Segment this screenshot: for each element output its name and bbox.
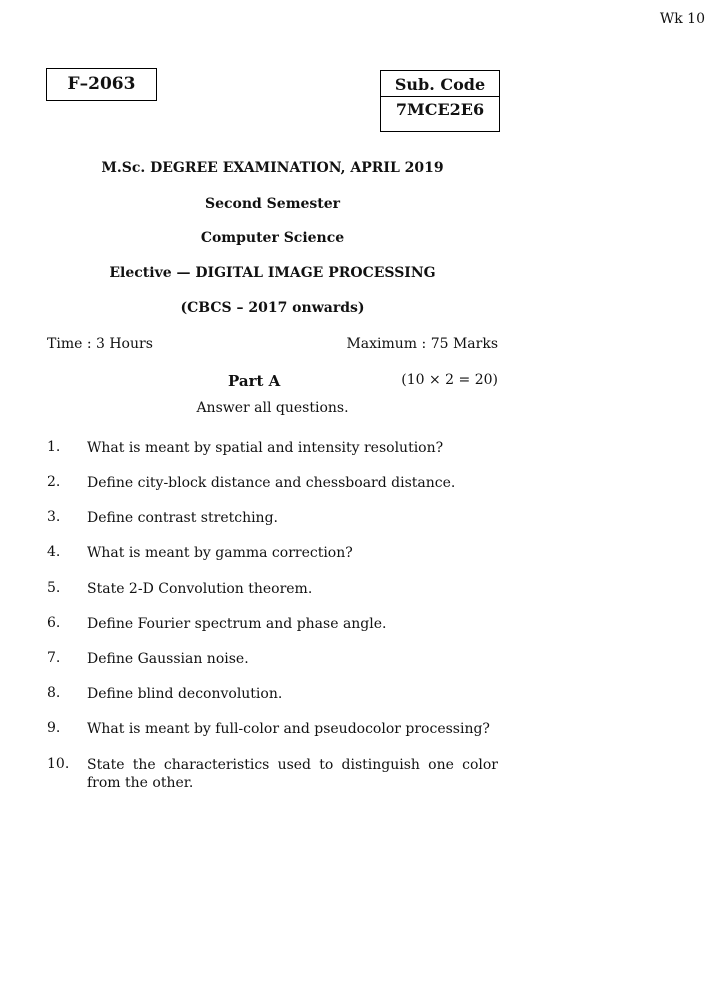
- course: Elective — DIGITAL IMAGE PROCESSING: [109, 265, 436, 281]
- question-text: Define Fourier spectrum and phase angle.: [87, 616, 387, 632]
- question-text: State 2-D Convolution theorem.: [87, 581, 313, 597]
- question-text: What is meant by spatial and intensity resolution?: [87, 440, 444, 456]
- page-tag: Wk 10: [659, 11, 705, 27]
- question-text: What is meant by gamma correction?: [87, 545, 353, 561]
- max-marks: Maximum : 75 Marks: [346, 336, 498, 352]
- question-number: 8.: [47, 685, 61, 701]
- question-text: Define contrast stretching.: [87, 510, 278, 526]
- sub-code-value: 7MCE2E6: [395, 100, 485, 119]
- instruction: Answer all questions.: [196, 400, 349, 416]
- question-number: 6.: [47, 615, 61, 631]
- question-text: What is meant by full-color and pseudocolor processing?: [87, 721, 490, 737]
- question-number: 10.: [47, 756, 70, 772]
- subject: Computer Science: [200, 230, 345, 246]
- question-number: 5.: [47, 580, 61, 596]
- question-number: 9.: [47, 720, 61, 736]
- sub-code-box: [380, 70, 500, 132]
- question-number: 4.: [47, 544, 61, 560]
- question-number: 2.: [47, 474, 61, 490]
- question-number: 3.: [47, 509, 61, 525]
- sub-code-label: Sub. Code: [381, 71, 499, 97]
- question-text: Define Gaussian noise.: [87, 651, 249, 667]
- paper-code-box: F–2063: [46, 68, 157, 101]
- question-text: Define city-block distance and chessboard distance.: [87, 475, 456, 491]
- part-label: Part A: [228, 372, 281, 390]
- question-number: 1.: [47, 439, 61, 455]
- semester: Second Semester: [204, 196, 341, 212]
- part-marks: (10 × 2 = 20): [401, 372, 498, 388]
- scheme: (CBCS – 2017 onwards): [180, 300, 365, 316]
- time: Time : 3 Hours: [47, 336, 153, 352]
- question-text: Define blind deconvolution.: [87, 686, 283, 702]
- question-text: State the characteristics used to distinguish one color from the other.: [87, 757, 498, 791]
- exam-title: M.Sc. DEGREE EXAMINATION, APRIL 2019: [101, 160, 444, 176]
- question-number: 7.: [47, 650, 61, 666]
